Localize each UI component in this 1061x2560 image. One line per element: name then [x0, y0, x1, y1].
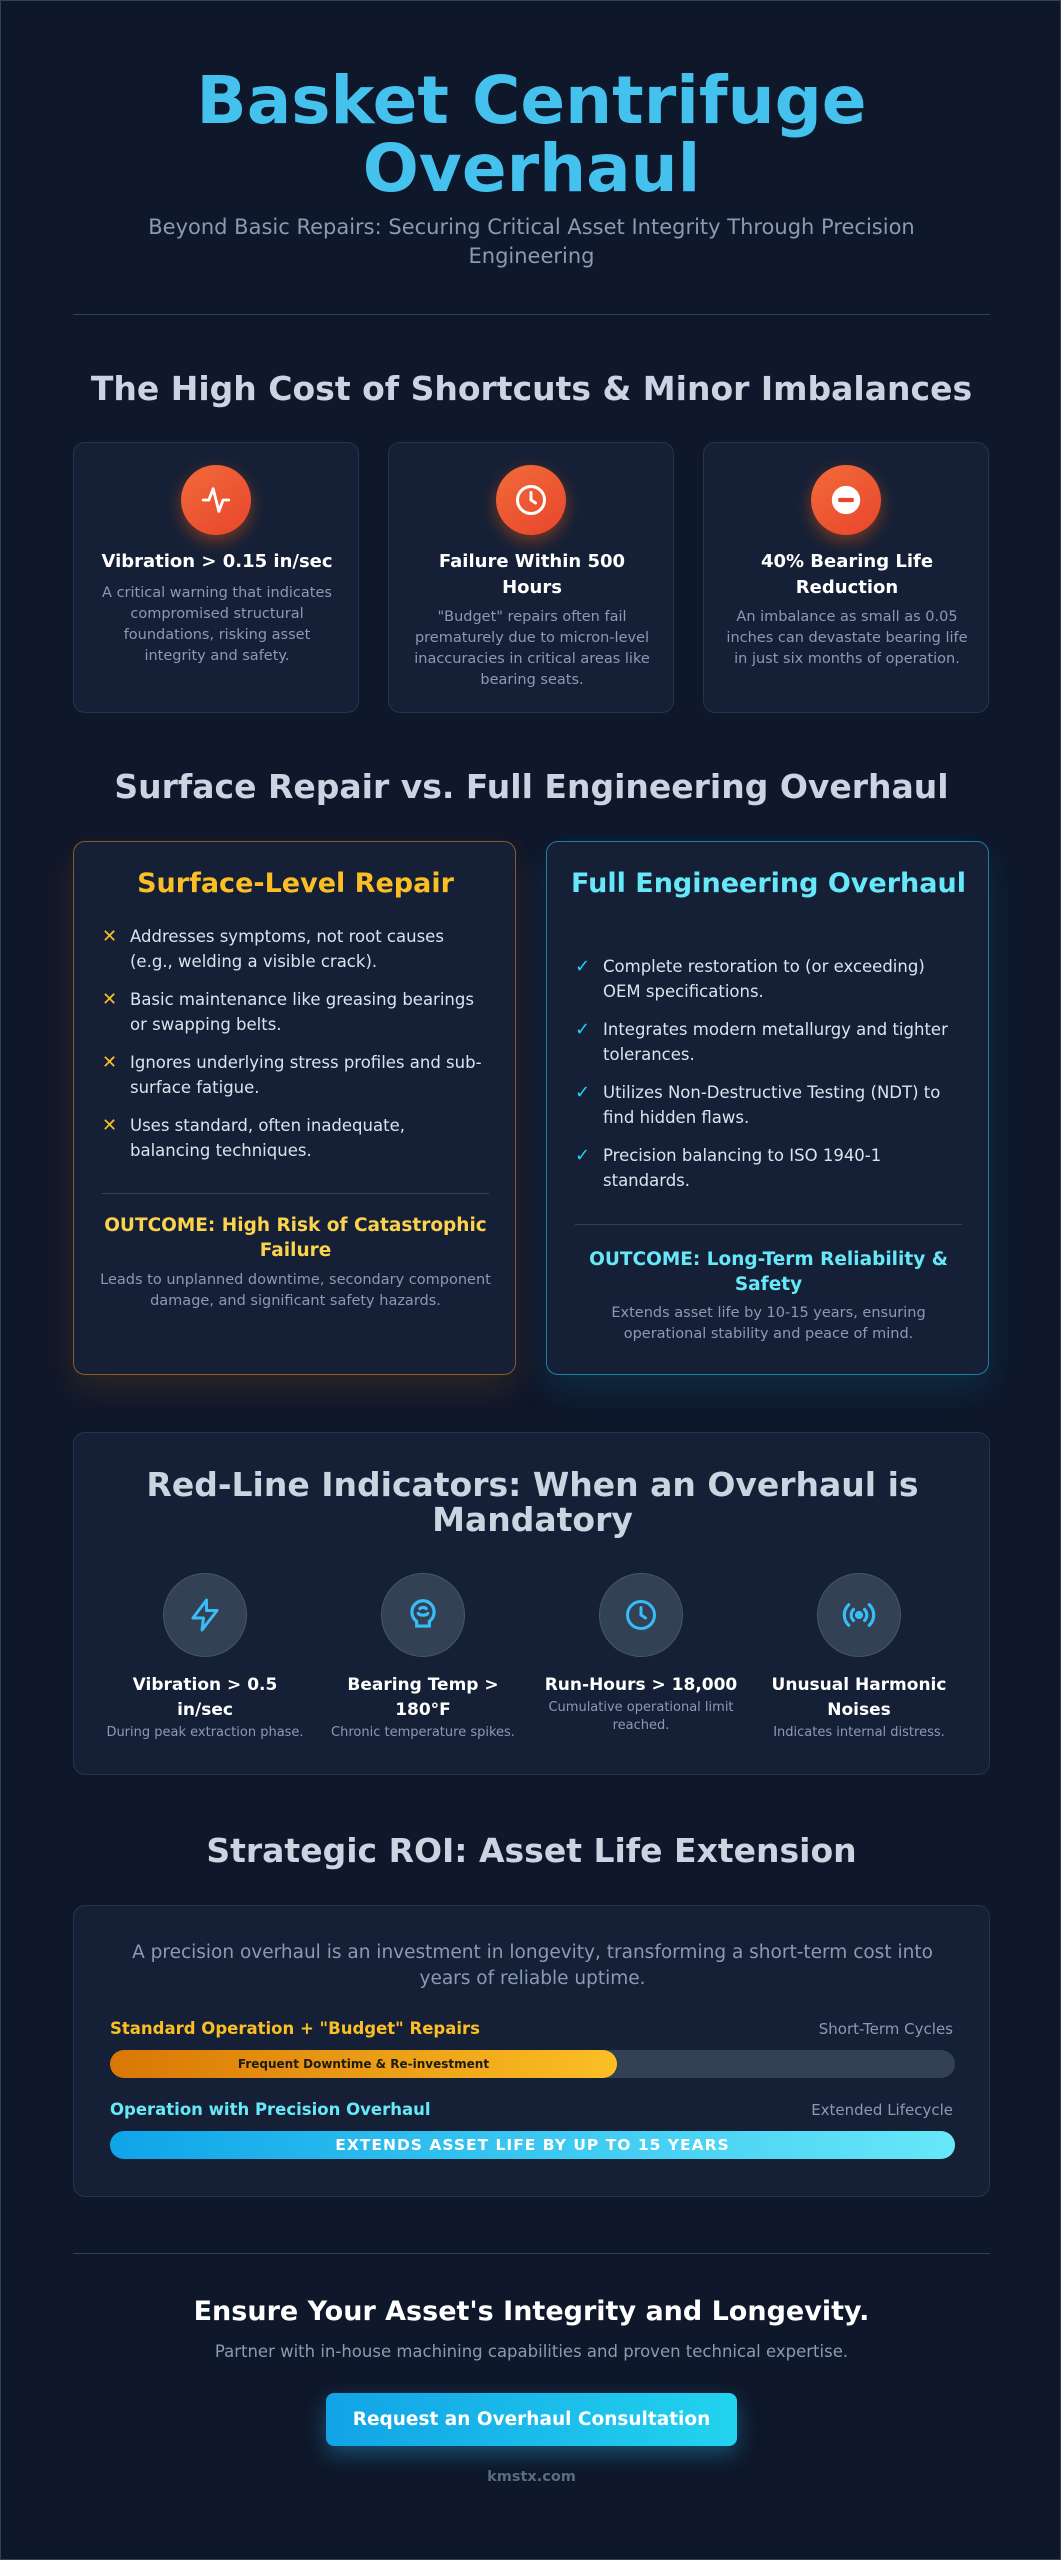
full-overhaul-note: Extends asset life by 10-15 years, ensuring operational stability and peace of mind. [611, 1305, 926, 1342]
divider [73, 2253, 990, 2254]
roi-bar-tag: Extended Lifecycle [811, 2101, 953, 2119]
roi-bar-fill-budget: Frequent Downtime & Re-investment [110, 2050, 617, 2078]
page-title-line-1: Basket Centrifuge [196, 62, 867, 139]
sound-waves-icon [817, 1573, 901, 1657]
page-title-line-2: Overhaul [362, 130, 701, 207]
roi-section-title: Strategic ROI: Asset Life Extension [206, 1831, 857, 1870]
list-item: ✓ Utilizes Non-Destructive Testing (NDT) to find hidden flaws. [575, 1082, 941, 1127]
thermometer-icon [381, 1573, 465, 1657]
check-mark-icon: ✓ [575, 1145, 591, 1166]
surface-repair-card [73, 841, 516, 1375]
indicator-desc: Cumulative operational limit reached. [548, 1700, 734, 1733]
list-item: ✕ Basic maintenance like greasing bearings or swapping belts. [102, 989, 474, 1034]
divider [575, 1224, 962, 1225]
redline-section-title: Red-Line Indicators: When an Overhaul is Mandatory [146, 1465, 919, 1539]
list-item: ✕ Ignores underlying stress profiles and sub-surface fatigue. [102, 1052, 482, 1097]
list-item: ✕ Uses standard, often inadequate, balancing techniques. [102, 1115, 405, 1160]
roi-bar-label: Operation with Precision Overhaul [110, 2100, 431, 2119]
roi-intro: A precision overhaul is an investment in longevity, transforming a short-term cost into years of reliable uptime. [132, 1942, 933, 1989]
page-title [1, 62, 1061, 207]
request-consultation-button[interactable]: Request an Overhaul Consultation [326, 2393, 737, 2446]
cost-card-title: Failure Within 500 Hours [438, 551, 626, 598]
clock-icon [496, 465, 566, 535]
roi-bar-track [110, 2050, 955, 2078]
x-mark-icon: ✕ [102, 1115, 118, 1136]
cost-card-title: 40% Bearing Life Reduction [760, 551, 934, 598]
check-mark-icon: ✓ [575, 956, 591, 977]
cost-section-title: The High Cost of Shortcuts & Minor Imbalances [90, 369, 973, 408]
cost-card-desc: An imbalance as small as 0.05 inches can devastate bearing life in just six months of operation. [726, 609, 968, 667]
list-item: ✓ Precision balancing to ISO 1940-1 standards. [575, 1145, 882, 1190]
cost-card-title: Vibration > 0.15 in/sec [101, 551, 333, 572]
indicator-title: Bearing Temp > 180°F [347, 1675, 499, 1720]
activity-icon [181, 465, 251, 535]
roi-bar-fill-overhaul: EXTENDS ASSET LIFE BY UP TO 15 YEARS [110, 2131, 955, 2159]
list-item: ✕ Addresses symptoms, not root causes (e.g., welding a visible crack). [102, 926, 444, 971]
x-mark-icon: ✕ [102, 989, 118, 1010]
cost-card-failure [388, 442, 674, 713]
cost-card-desc: "Budget" repairs often fail prematurely due to micron-level inaccuracies in critical areas like bearing seats. [414, 609, 650, 688]
roi-bar-track [110, 2131, 955, 2159]
indicator-title: Vibration > 0.5 in/sec [132, 1675, 278, 1720]
indicator-desc: During peak extraction phase. [106, 1725, 304, 1740]
surface-repair-outcome: OUTCOME: High Risk of Catastrophic Failure [104, 1215, 487, 1261]
roi-bar-label: Standard Operation + "Budget" Repairs [110, 2019, 480, 2038]
lightning-icon [163, 1573, 247, 1657]
roi-bar-tag: Short-Term Cycles [818, 2020, 953, 2038]
cta-subtitle: Partner with in-house machining capabilities and proven technical expertise. [214, 2342, 849, 2361]
cost-card-desc: A critical warning that indicates compromised structural foundations, risking asset integrity and safety. [102, 585, 332, 664]
full-overhaul-outcome: OUTCOME: Long-Term Reliability & Safety [589, 1249, 948, 1295]
indicator-title: Run-Hours > 18,000 [544, 1675, 738, 1695]
cta-title: Ensure Your Asset's Integrity and Longevity. [193, 2296, 870, 2327]
compare-section-title: Surface Repair vs. Full Engineering Overhaul [114, 767, 949, 806]
minus-circle-icon [811, 465, 881, 535]
indicator-title: Unusual Harmonic Noises [771, 1675, 947, 1720]
surface-repair-note: Leads to unplanned downtime, secondary component damage, and significant safety hazards. [100, 1272, 491, 1309]
indicator-desc: Indicates internal distress. [773, 1725, 945, 1740]
roi-panel [73, 1905, 990, 2197]
divider [102, 1193, 489, 1194]
clock-icon [599, 1573, 683, 1657]
redline-panel [73, 1432, 990, 1775]
divider [73, 314, 990, 315]
check-mark-icon: ✓ [575, 1082, 591, 1103]
cost-card-bearing [703, 442, 989, 713]
x-mark-icon: ✕ [102, 926, 118, 947]
list-item: ✓ Complete restoration to (or exceeding) OEM specifications. [575, 956, 925, 1001]
footer-site-link[interactable]: kmstx.com [487, 2469, 576, 2485]
cost-card-vibration [73, 442, 359, 713]
check-mark-icon: ✓ [575, 1019, 591, 1040]
page-subtitle: Beyond Basic Repairs: Securing Critical Asset Integrity Through Precision Engineering [148, 215, 915, 268]
full-overhaul-card [546, 841, 989, 1375]
indicator-desc: Chronic temperature spikes. [331, 1725, 515, 1740]
surface-repair-title: Surface-Level Repair [137, 868, 454, 899]
full-overhaul-title: Full Engineering Overhaul [571, 868, 966, 899]
list-item: ✓ Integrates modern metallurgy and tighter tolerances. [575, 1019, 948, 1064]
x-mark-icon: ✕ [102, 1052, 118, 1073]
